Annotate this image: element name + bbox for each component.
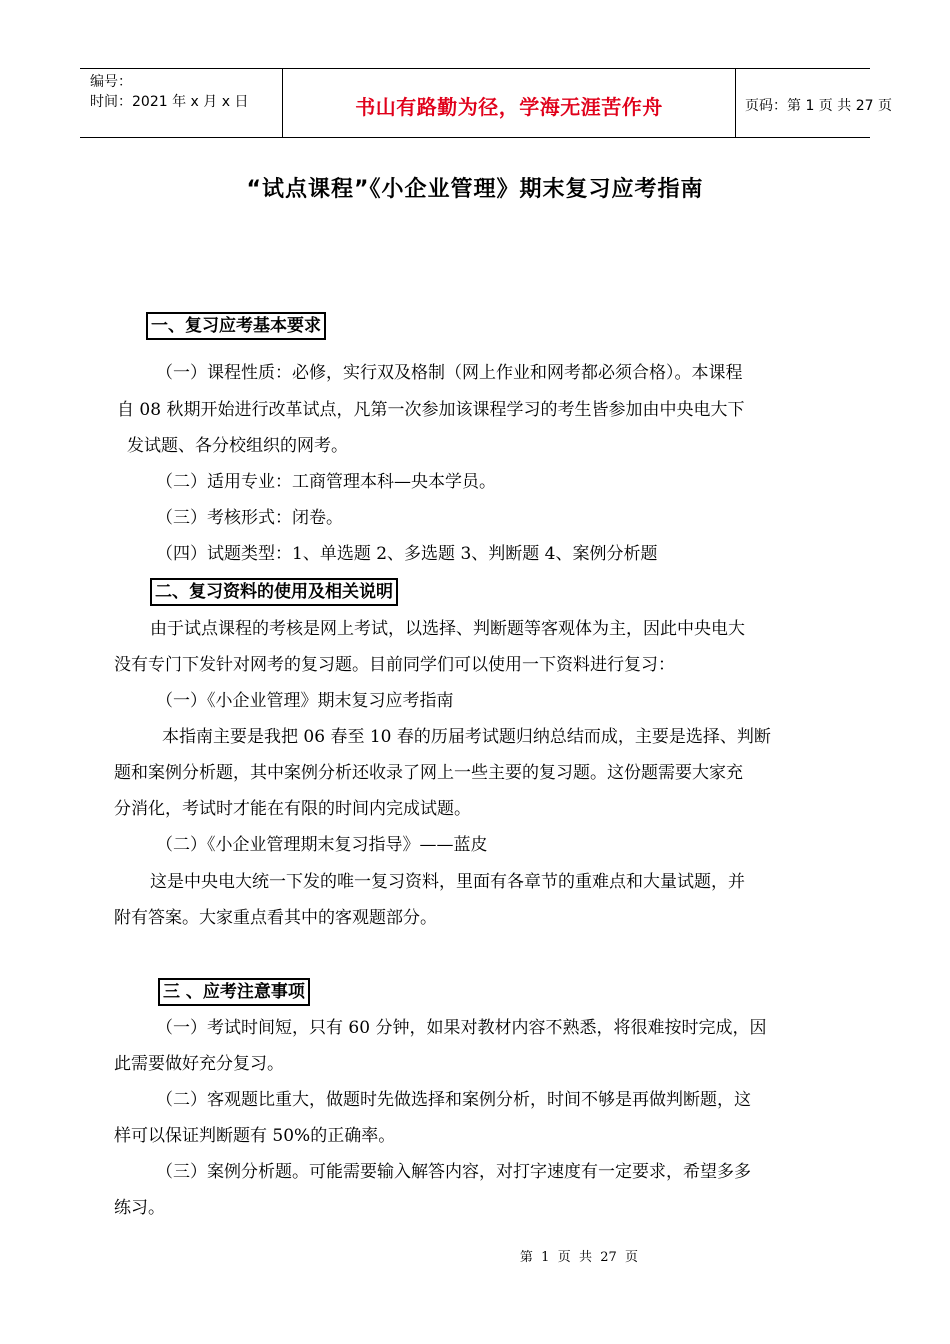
- document-title: “试点课程”《小企业管理》期末复习应考指南: [246, 177, 704, 202]
- header-page-cell: [735, 69, 892, 137]
- paragraph-line: 此需要做好充分复习。: [114, 1054, 284, 1074]
- header-table: [80, 68, 892, 138]
- section-heading-2: 二、复习资料的使用及相关说明: [150, 578, 398, 606]
- header-page-number: 页码：第 1 页 共 27 页: [745, 98, 892, 114]
- paragraph-line: 附有答案。大家重点看其中的客观题部分。: [114, 908, 437, 928]
- paragraph-line: 样可以保证判断题有 50%的正确率。: [114, 1126, 396, 1146]
- header-meta-cell: [80, 69, 282, 137]
- paragraph-line: 这是中央电大统一下发的唯一复习资料，里面有各章节的重难点和大量试题，并: [150, 872, 745, 892]
- paragraph-line: 由于试点课程的考核是网上考试，以选择、判断题等客观体为主，因此中央电大: [150, 619, 745, 639]
- paragraph-line: （一）考试时间短，只有 60 分钟，如果对教材内容不熟悉，将很难按时完成，因: [156, 1018, 767, 1038]
- page-footer: [0, 1246, 950, 1265]
- paragraph-line: 本指南主要是我把 06 春至 10 春的历届考试题归纳总结而成，主要是选择、判断: [162, 727, 771, 747]
- paragraph-line: 发试题、各分校组织的网考。: [127, 436, 348, 456]
- document-date-label: 时间：2021 年 x 月 x 日: [90, 94, 249, 110]
- section-heading-3: 三 、应考注意事项: [158, 978, 310, 1006]
- paragraph-line: （二）适用专业：工商管理本科—央本学员。: [156, 472, 496, 492]
- paragraph-line: （三）案例分析题。可能需要输入解答内容，对打字速度有一定要求，希望多多: [156, 1162, 751, 1182]
- header-motto-cell: [282, 69, 736, 137]
- paragraph-line: 自 08 秋期开始进行改革试点，凡第一次参加该课程学习的考生皆参加由中央电大下: [117, 400, 745, 420]
- paragraph-line: （一）课程性质：必修，实行双及格制（网上作业和网考都必须合格）。本课程: [156, 363, 743, 383]
- paragraph-line: （四）试题类型：1、单选题 2、多选题 3、判断题 4、案例分析题: [156, 544, 658, 564]
- paragraph-line: （二）《小企业管理期末复习指导》——蓝皮: [156, 835, 488, 855]
- paragraph-line: 没有专门下发针对网考的复习题。目前同学们可以使用一下资料进行复习：: [114, 655, 675, 675]
- paragraph-line: 分消化，考试时才能在有限的时间内完成试题。: [114, 799, 471, 819]
- document-number-label: 编号：: [90, 74, 132, 90]
- paragraph-line: 题和案例分析题，其中案例分析还收录了网上一些主要的复习题。这份题需要大家充: [114, 763, 743, 783]
- paragraph-line: （三）考核形式：闭卷。: [156, 508, 343, 528]
- paragraph-line: （二）客观题比重大，做题时先做选择和案例分析，时间不够是再做判断题，这: [156, 1090, 751, 1110]
- header-motto: 书山有路勤为径，学海无涯苦作舟: [355, 95, 663, 119]
- paragraph-line: （一）《小企业管理》期末复习应考指南: [156, 691, 454, 711]
- footer-page-number: 第 1 页 共 27 页: [519, 1250, 639, 1265]
- section-heading-1: 一、复习应考基本要求: [146, 312, 326, 340]
- paragraph-line: 练习。: [114, 1198, 165, 1218]
